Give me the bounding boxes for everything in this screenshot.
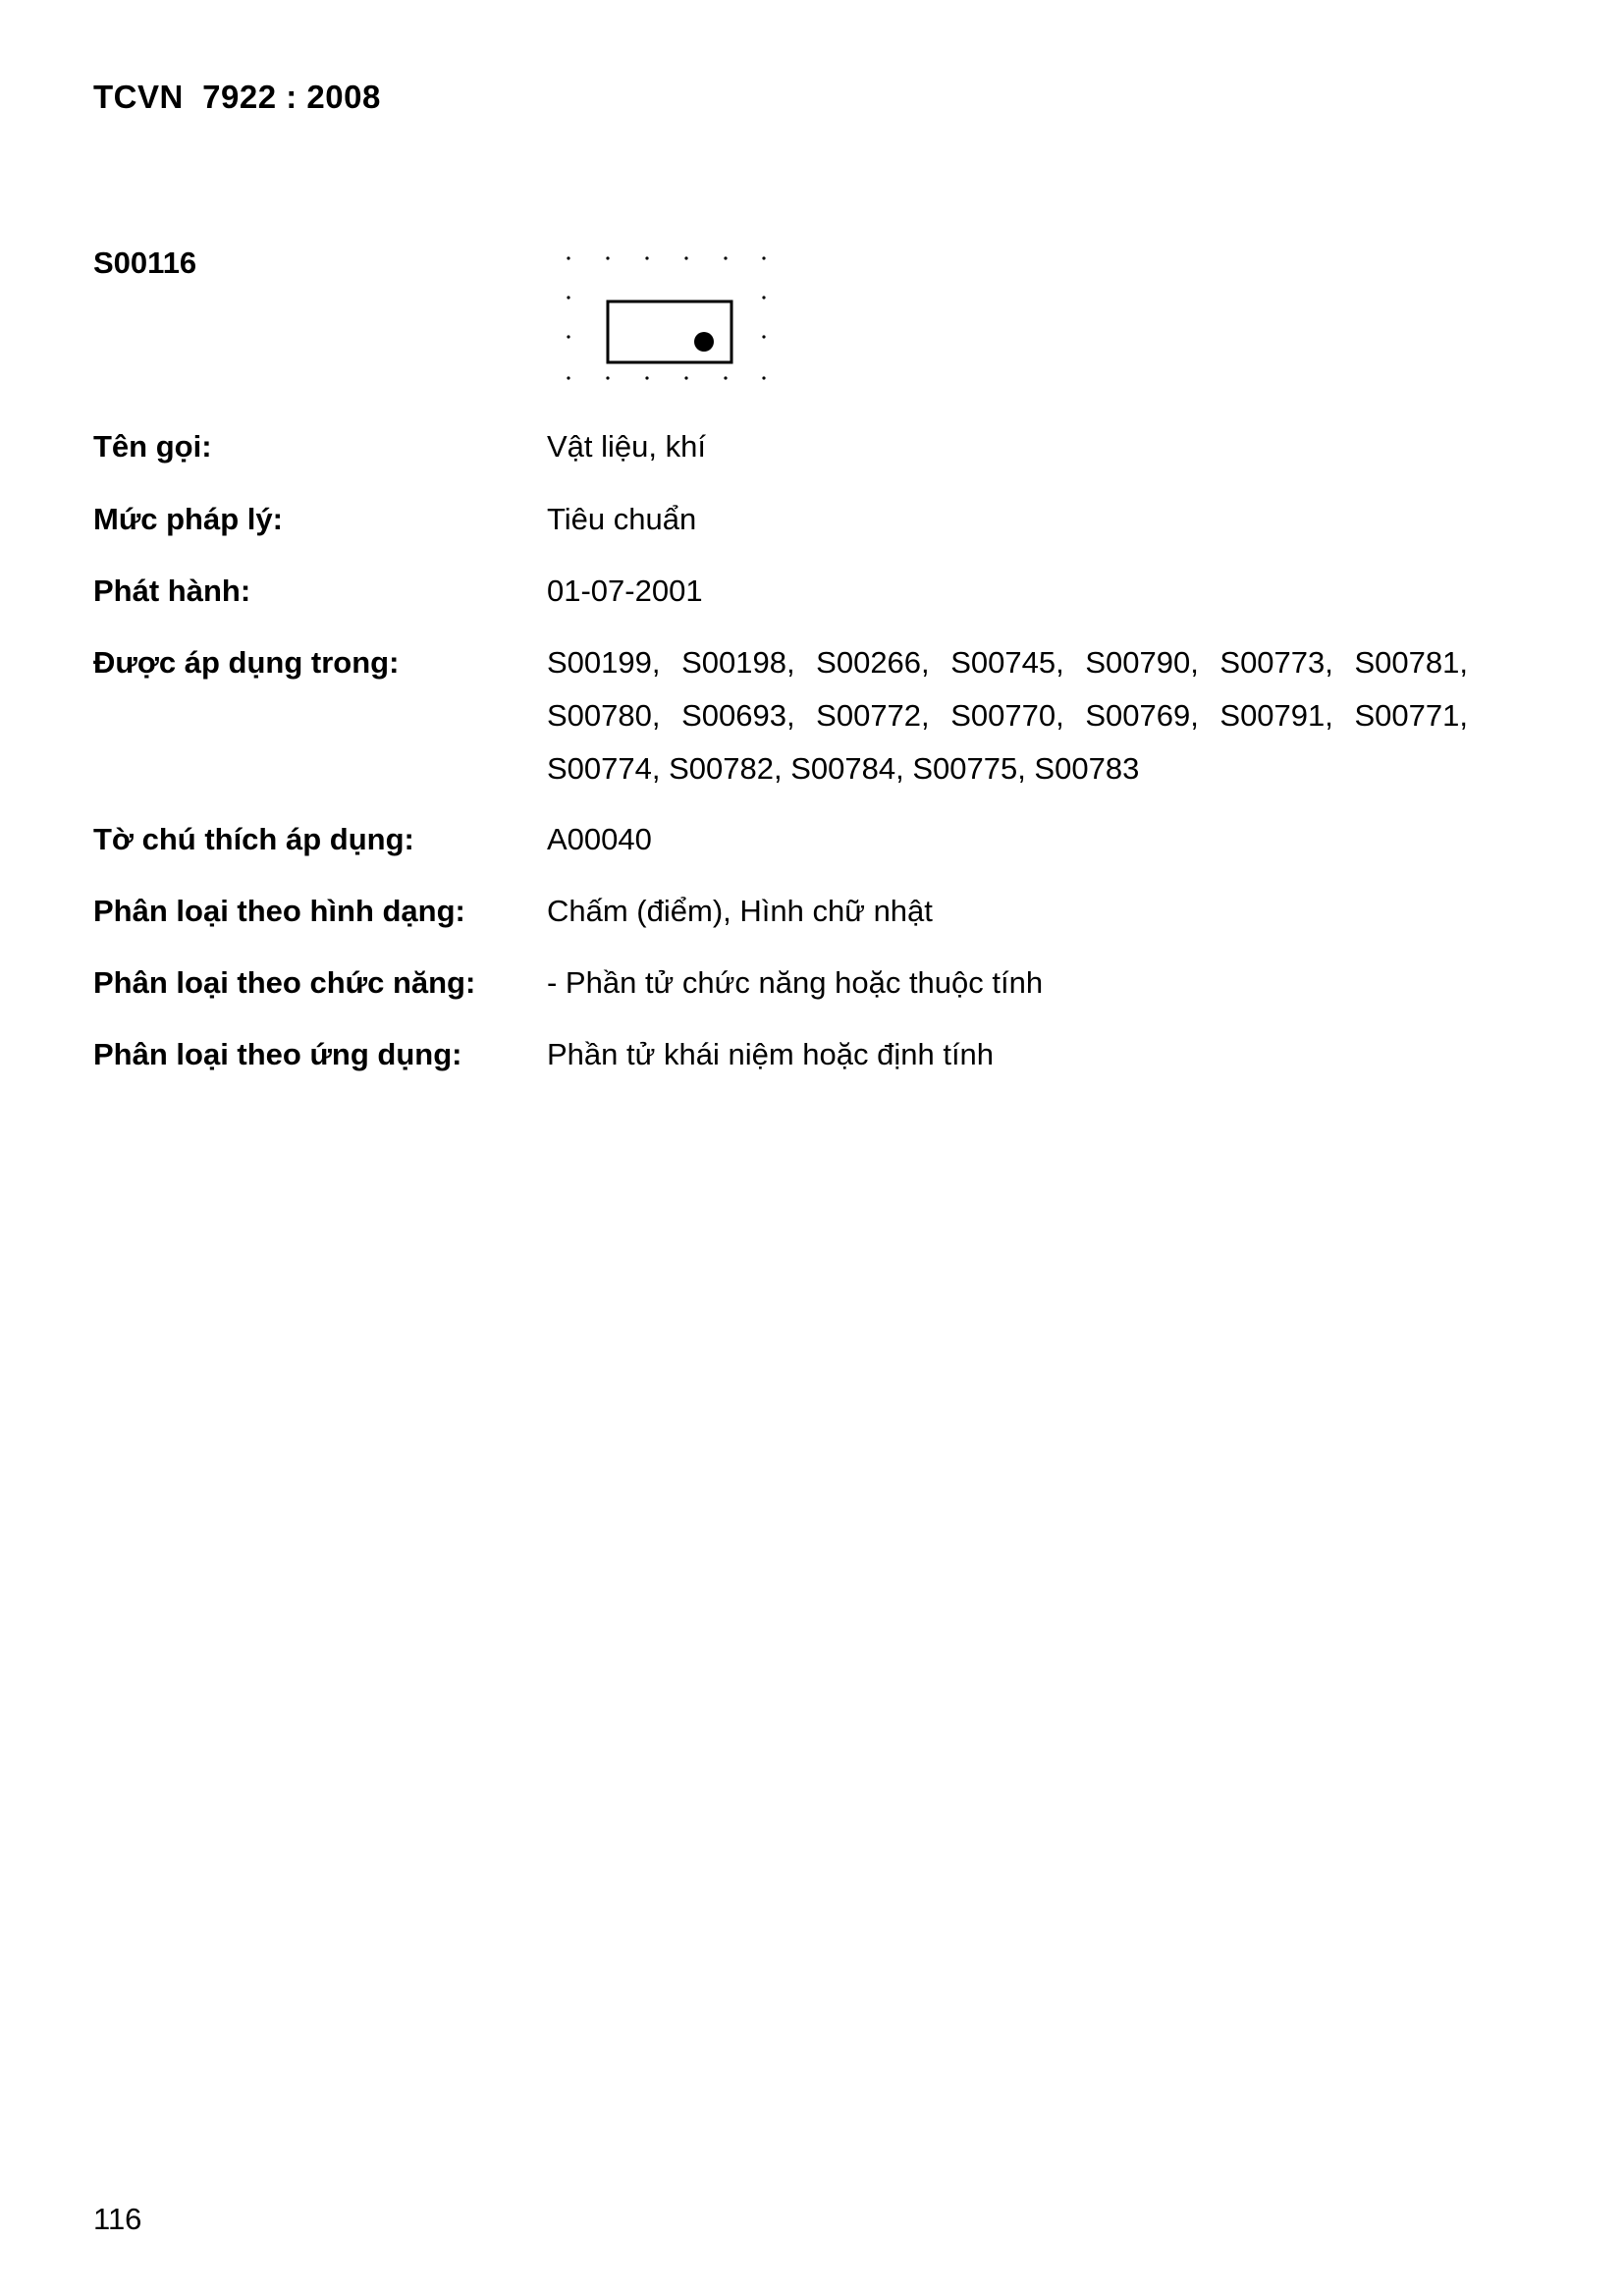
property-label: Phân loại theo chức năng: — [93, 965, 476, 1000]
symbol-code: S00116 — [93, 246, 197, 280]
grid-dot — [567, 296, 569, 299]
property-value: Tiêu chuẩn — [547, 502, 697, 536]
grid-dot — [645, 256, 648, 259]
property-value: A00040 — [547, 822, 652, 856]
grid-dot — [762, 256, 765, 259]
property-label: Được áp dụng trong: — [93, 645, 400, 680]
grid-dot — [645, 376, 648, 379]
dot-in-rectangle-symbol-icon — [550, 246, 785, 398]
applied-code: S00770, — [950, 698, 1064, 733]
applied-code: S00198, — [681, 645, 795, 680]
standard-header: TCVN 7922 : 2008 — [93, 79, 381, 115]
property-label: Phân loại theo ứng dụng: — [93, 1037, 462, 1071]
property-value: Phần tử khái niệm hoặc định tính — [547, 1037, 995, 1071]
applied-code: S00780, — [547, 698, 661, 733]
property-value: Vật liệu, khí — [547, 429, 706, 464]
property-label: Tờ chú thích áp dụng: — [93, 822, 414, 856]
applied-code: S00693, — [681, 698, 795, 733]
applied-code: S00266, — [816, 645, 930, 680]
applied-code: S00745, — [950, 645, 1064, 680]
property-value: - Phần tử chức năng hoặc thuộc tính — [547, 965, 1044, 1000]
grid-dot — [567, 376, 569, 379]
symbol-filled-dot — [694, 332, 714, 352]
grid-dot — [762, 296, 765, 299]
symbol-properties — [93, 427, 1488, 1107]
applied-code: S00781, — [1354, 645, 1468, 680]
property-label: Mức pháp lý: — [93, 502, 283, 536]
grid-dot — [724, 376, 727, 379]
property-function-class — [93, 963, 1488, 1035]
applied-code: S00771, — [1354, 698, 1468, 733]
property-label: Tên gọi: — [93, 429, 212, 464]
applied-code: S00769, — [1085, 698, 1199, 733]
grid-dot — [567, 335, 569, 338]
grid-dot — [606, 376, 609, 379]
grid-dot — [724, 256, 727, 259]
property-shape-class — [93, 892, 1488, 963]
applied-codes-list — [547, 643, 1489, 736]
grid-dot — [684, 256, 687, 259]
property-application-class — [93, 1035, 1488, 1107]
grid-dot — [762, 376, 765, 379]
property-label: Phân loại theo hình dạng: — [93, 894, 465, 928]
property-name — [93, 427, 1488, 500]
grid-dot — [567, 256, 569, 259]
property-value: 01-07-2001 — [547, 574, 703, 608]
applied-code: S00199, — [547, 645, 661, 680]
applied-code: S00790, — [1085, 645, 1199, 680]
property-annotation-sheet — [93, 820, 1488, 892]
applied-code: S00772, — [816, 698, 930, 733]
grid-dot — [606, 256, 609, 259]
property-label: Phát hành: — [93, 574, 251, 608]
property-applied-in — [93, 643, 1488, 820]
grid-dot — [762, 335, 765, 338]
property-release-date — [93, 572, 1488, 643]
applied-code: S00773, — [1219, 645, 1333, 680]
property-value — [547, 643, 1489, 820]
applied-code: S00791, — [1219, 698, 1333, 733]
page-number: 116 — [93, 2202, 142, 2236]
property-legal-level — [93, 500, 1488, 572]
applied-codes-tail: S00774, S00782, S00784, S00775, S00783 — [547, 751, 1140, 786]
grid-dot — [684, 376, 687, 379]
symbol-rectangle — [608, 301, 731, 362]
property-value: Chấm (điểm), Hình chữ nhật — [547, 894, 933, 928]
